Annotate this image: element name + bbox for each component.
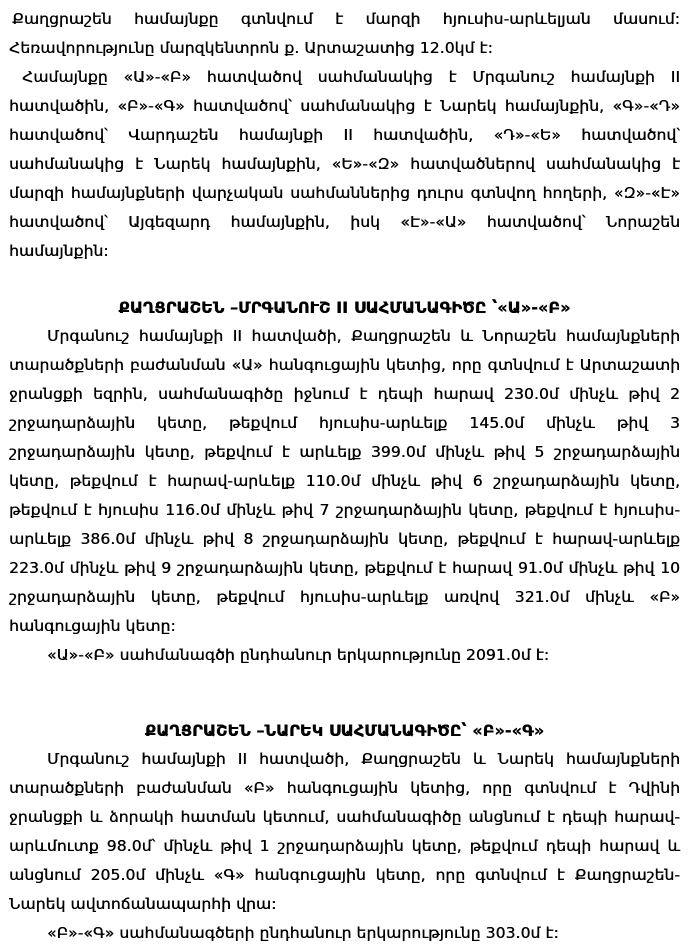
section1-boundary-description: Մրգանուշ համայնքի II հատվածի, Քաղցրաշեն և Նորաշեն համայնքների տարածքների բաժանման «Ա» հանգուցային կետից, որը գտնվում է Արտաշատի ջրանցքի եզրին, սահմանագիծը իջնում է դեպի հարավ 230.0մ մինչև թիվ 2 շրջադարձային կետը, թեքվում հյուսիս-արևելք 145.0մ մինչև թիվ 3 շրջադարձային կետը, թեքվում է արևելք 399.0մ մինչև թիվ 5 շրջադարձային կետը, թեքվում է հարավ-արևելք 110.0մ մինչև թիվ 6 շրջադարձային կետը, թեքվում է հյուսիս 116.0մ մինչև թիվ 7 շրջադարձային կետը, թեքվում է հյուսիս-արևելք 386.0մ մինչև թիվ 8 շրջադարձային կետը, թեքվում է հարավ-արևելք 223.0մ մինչև թիվ 9 շրջադարձային կետը, թեքվում է հարավ 91.0մ մինչև թիվ 10 շրջադարձային կետը, թեքվում հյուսիս-արևելք առվով 321.0մ մինչև «Բ» հանգուցային կետը: [9,327,680,635]
section1-total-length: «Ա»-«Բ» սահմանագծի ընդհանուր երկարությունը 2091.0մ է: [47,646,550,664]
section2-heading: ՔԱՂՑՐԱՇԵՆ –ՆԱՐԵԿ ՍԱՀՄԱՆԱԳԻԾԸ՝ «Բ»-«Գ» [144,721,545,740]
section2-boundary-description: Մրգանուշ համայնքի II հատվածի, Քաղցրաշեն և Նարեկ համայնքների տարածքների բաժանման «Բ» հանգուցային կետից, որը գտնվում է Դվինի ջրանցքի և ձորակի հատման կետում, սահմանագիծը անցնում է դեպի հարավ-արևմուտք 98.0մ՝ մինչև թիվ 1 շրջադարձային կետը, թեքվում դեպի հարավ և անցնում 205.0մ մինչև «Գ» հանգուցային կետը, որը գտնվում է Քաղցրաշեն-Նարեկ ավտոճանապարհի վրա: [9,750,680,913]
section2-total-length: «Բ»-«Գ» սահմանագծերի ընդհանուր երկարությունը 303.0մ է: [47,924,559,942]
section1-heading: ՔԱՂՑՐԱՇԵՆ –ՄՐԳԱՆՈՒՇ II ՍԱՀՄԱՆԱԳԻԾԸ ՝«Ա»-«Բ» [118,298,571,317]
paragraph-border-segments: Համայնքը «Ա»-«Բ» հատվածով սահմանակից է Մրգանուշ համայնքի II հատվածին, «Բ»-«Գ» հատվածով՝ սահմանակից է Նարեկ համայնքին, «Գ»-«Դ» հատվածով՝ Վարդաշեն համայնքի II հատվածին, «Դ»-«Ե» հատվածով՝ սահմանակից է Նարեկ համայնքին, «Ե»-«Զ» հատվածներով սահմանակից է մարզի համայնքների վարչական սահմաններից դուրս գտնվող հողերի, «Զ»-«Է» հատվածով՝ Այգեզարդ համայնքին, իսկ «Է»-«Ա» հատվածով՝ Նորաշեն համայնքին: [9,68,680,260]
paragraph-community-location: Քաղցրաշեն համայնքը գտնվում է մարզի հյուսիս-արևելյան մասում: Հեռավորությունը մարզկենտրոն ք. Արտաշատից 12.0կմ է: [9,10,680,57]
